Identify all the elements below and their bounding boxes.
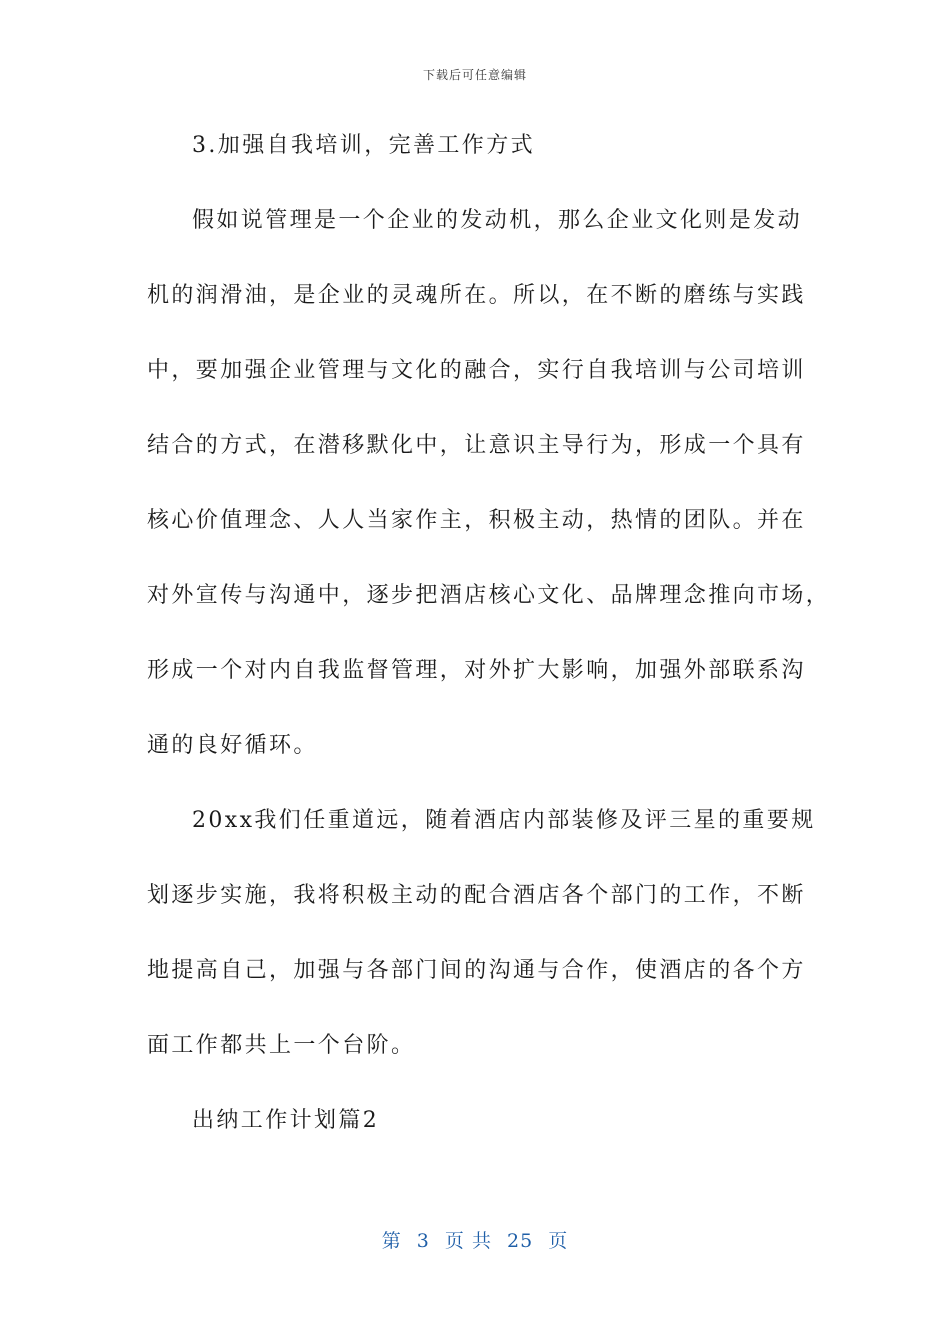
paragraph-line: 地提高自己，加强与各部门间的沟通与合作，使酒店的各个方 bbox=[147, 958, 806, 983]
paragraph-line: 形成一个对内自我监督管理，对外扩大影响，加强外部联系沟 bbox=[147, 658, 806, 683]
paragraph-line: 通的良好循环。 bbox=[147, 733, 318, 758]
footer-middle: 页 共 bbox=[444, 1230, 492, 1252]
current-page-number: 3 bbox=[416, 1230, 430, 1252]
paragraph-line: 面工作都共上一个台阶。 bbox=[147, 1033, 416, 1058]
paragraph-line: 核心价值理念、人人当家作主，积极主动，热情的团队。并在 bbox=[147, 508, 806, 533]
footer-prefix: 第 bbox=[381, 1230, 402, 1252]
paragraph-line: 20xx我们任重道远，随着酒店内部装修及评三星的重要规 bbox=[192, 808, 816, 833]
paragraph-line: 结合的方式，在潜移默化中，让意识主导行为，形成一个具有 bbox=[147, 433, 806, 458]
paragraph-line: 假如说管理是一个企业的发动机，那么企业文化则是发动 bbox=[192, 208, 803, 233]
paragraph-line: 机的润滑油，是企业的灵魂所在。所以，在不断的磨练与实践 bbox=[147, 283, 806, 308]
document-body bbox=[147, 126, 831, 1176]
page-footer bbox=[0, 1226, 950, 1253]
paragraph-line: 划逐步实施，我将积极主动的配合酒店各个部门的工作，不断 bbox=[147, 883, 806, 908]
paragraph-line: 中，要加强企业管理与文化的融合，实行自我培训与公司培训 bbox=[147, 358, 806, 383]
section-heading: 3.加强自我培训，完善工作方式 bbox=[192, 133, 535, 158]
paragraph-line: 对外宣传与沟通中，逐步把酒店核心文化、品牌理念推向市场， bbox=[147, 583, 831, 608]
header-note: 下载后可任意编辑 bbox=[422, 68, 527, 82]
total-page-count: 25 bbox=[507, 1230, 534, 1252]
section-heading: 出纳工作计划篇2 bbox=[192, 1108, 380, 1133]
footer-suffix: 页 bbox=[548, 1230, 569, 1252]
